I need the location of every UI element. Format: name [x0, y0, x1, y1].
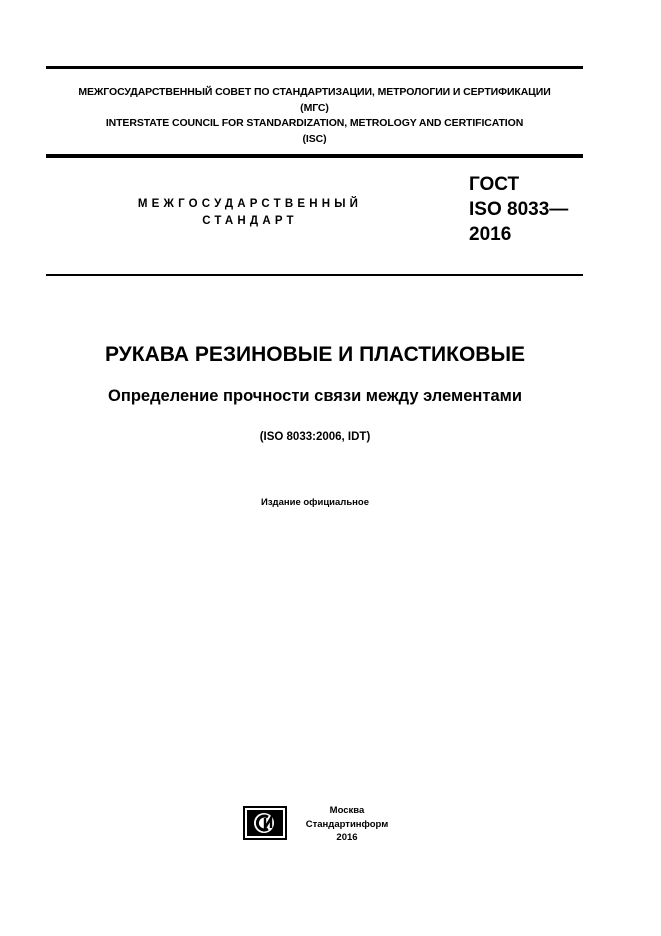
- council-abbr-en: (ISC): [302, 132, 327, 145]
- standard-designation: [469, 172, 568, 247]
- standard-kind-line1: МЕЖГОСУДАРСТВЕННЫЙ: [137, 198, 363, 210]
- iso-reference: (ISO 8033:2006, IDT): [259, 431, 371, 443]
- designation-line3: 2016: [469, 224, 512, 245]
- designation-line2: ISO 8033—: [469, 199, 569, 220]
- publisher-info: [292, 804, 402, 845]
- edition-label: Издание официальное: [261, 497, 369, 508]
- council-name-en: INTERSTATE COUNCIL FOR STANDARDIZATION, METROLOGY AND CERTIFICATION: [105, 117, 524, 129]
- document-subtitle: Определение прочности связи между элементами: [108, 387, 522, 405]
- council-name-ru: МЕЖГОСУДАРСТВЕННЫЙ СОВЕТ ПО СТАНДАРТИЗАЦИИ, МЕТРОЛОГИИ И СЕРТИФИКАЦИИ: [78, 86, 551, 98]
- publisher-city: Москва: [329, 805, 365, 816]
- designation-line1: ГОСТ: [469, 174, 520, 195]
- document-title: РУКАВА РЕЗИНОВЫЕ И ПЛАСТИКОВЫЕ: [104, 343, 526, 366]
- council-abbr-ru: (МГС): [300, 101, 329, 114]
- publisher-name: Стандартинформ: [305, 818, 389, 830]
- standard-kind-line2: СТАНДАРТ: [202, 215, 298, 227]
- middle-rule: [46, 154, 583, 158]
- top-rule: [46, 66, 583, 69]
- standard-kind: [120, 196, 380, 230]
- publication-year: 2016: [336, 832, 358, 843]
- council-header: [46, 85, 583, 147]
- lower-rule: [46, 274, 583, 276]
- standartinform-logo-icon: [243, 806, 287, 840]
